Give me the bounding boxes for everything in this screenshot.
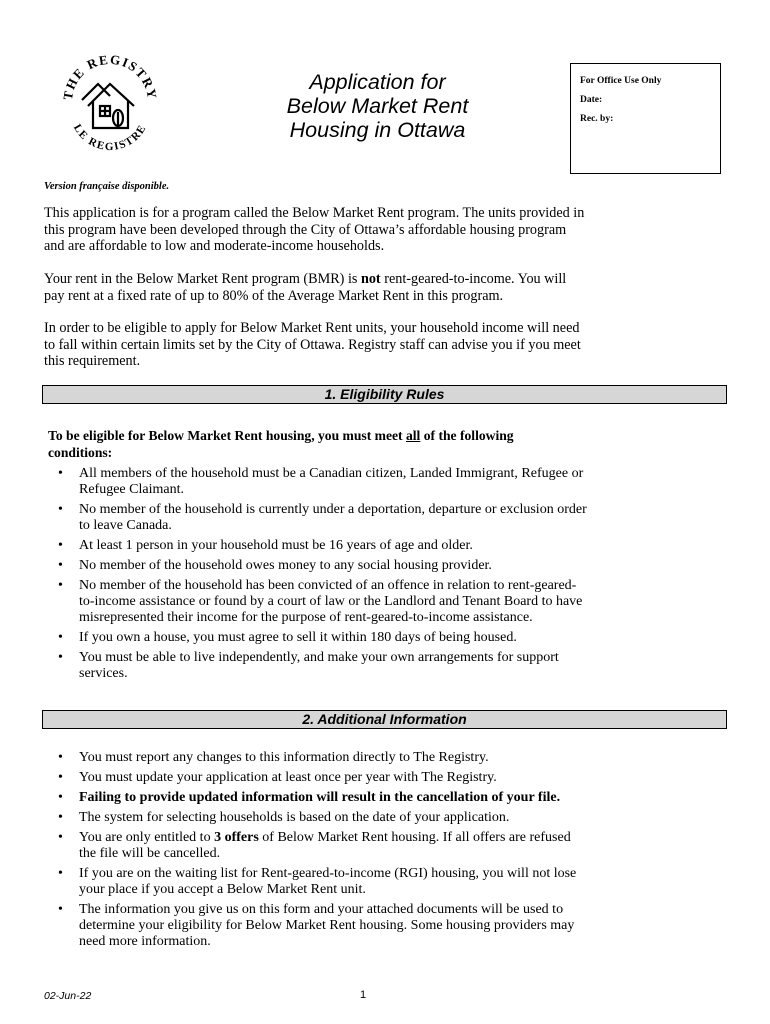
- title-line-2: Below Market Rent: [286, 94, 469, 118]
- list-item: • Failing to provide updated information will result in the cancellation of your file.: [44, 790, 734, 806]
- list-item: • At least 1 person in your household must be 16 years of age and older.: [44, 538, 734, 554]
- intro-p3-line: this requirement.: [44, 353, 141, 369]
- office-date-label: Date:: [580, 95, 603, 105]
- intro-p3-line: In order to be eligible to apply for Below Market Rent units, your household income will need: [44, 320, 580, 336]
- page-number: 1: [360, 989, 367, 1001]
- intro-paragraph-3: [44, 320, 734, 370]
- document-title: [240, 70, 515, 142]
- registry-logo: [58, 50, 162, 154]
- intro-p1-line: This application is for a program called the Below Market Rent program. The units provided in: [44, 205, 585, 221]
- title-line-3: Housing in Ottawa: [289, 118, 466, 142]
- list-item: • The information you give us on this form and your attached documents will be used to determine your eligibility for Below Market Rent housing. Some housing providers may need more information.: [44, 902, 734, 951]
- intro-p1-line: this program have been developed through the City of Ottawa’s affordable housing program: [44, 221, 567, 238]
- list-item: • You must update your application at least once per year with The Registry.: [44, 770, 734, 786]
- list-item: • No member of the household has been convicted of an offence in relation to rent-geared- to-income assistance or found by a court of law or the Landlord and Tenant Board to have misrepresented their income for the purpose of rent-geared-to-income assistance.: [44, 578, 734, 627]
- title-line-1: Application for: [309, 70, 446, 94]
- list-item: • You must report any changes to this information directly to The Registry.: [44, 750, 734, 766]
- logo-top-text: THE REGISTRY: [59, 51, 161, 101]
- list-item: • All members of the household must be a Canadian citizen, Landed Immigrant, Refugee or Refugee Claimant.: [44, 466, 734, 498]
- eligibility-lead: To be eligible for Below Market Rent housing, you must meet all of the following conditions:: [48, 428, 514, 460]
- list-item: • If you are on the waiting list for Rent-geared-to-income (RGI) housing, you will not lose your place if you accept a Below Market Rent unit.: [44, 866, 734, 898]
- intro-paragraph-1: [44, 205, 734, 255]
- section-2-heading: 2. Additional Information: [42, 710, 727, 729]
- list-item: • No member of the household owes money to any social housing provider.: [44, 558, 734, 574]
- intro-p1-line: and are affordable to low and moderate-income households.: [44, 238, 385, 254]
- intro-p2-line: Your rent in the Below Market Rent program (BMR) is not rent-geared-to-income. You will: [44, 271, 567, 287]
- svg-text:THE REGISTRY: [60, 52, 160, 101]
- intro-p3-line: to fall within certain limits set by the City of Ottawa. Registry staff can advise you if you meet: [44, 336, 581, 353]
- list-item: • If you own a house, you must agree to sell it within 180 days of being housed.: [44, 630, 734, 646]
- office-rec-label: Rec. by:: [580, 114, 614, 124]
- version-note: Version française disponible.: [44, 181, 170, 192]
- footer-date: 02-Jun-22: [44, 990, 92, 1002]
- list-item: • No member of the household is currently under a deportation, departure or exclusion order to leave Canada.: [44, 502, 734, 534]
- svg-text:LE REGISTRE: [71, 122, 149, 153]
- section-1-heading: 1. Eligibility Rules: [42, 385, 727, 404]
- office-use-heading: For Office Use Only: [580, 76, 662, 86]
- logo-bottom-text: LE REGISTRE: [70, 122, 150, 154]
- office-use-box: [570, 63, 721, 174]
- list-item: • You are only entitled to 3 offers of Below Market Rent housing. If all offers are refused the file will be cancelled.: [44, 830, 734, 862]
- additional-info-list: [44, 750, 734, 954]
- list-item: • You must be able to live independently, and make your own arrangements for support services.: [44, 650, 734, 682]
- intro-paragraph-2: [44, 271, 734, 304]
- intro-p2-line: pay rent at a fixed rate of up to 80% of the Average Market Rent in this program.: [44, 287, 504, 304]
- eligibility-list: [44, 466, 734, 686]
- list-item: • The system for selecting households is based on the date of your application.: [44, 810, 734, 826]
